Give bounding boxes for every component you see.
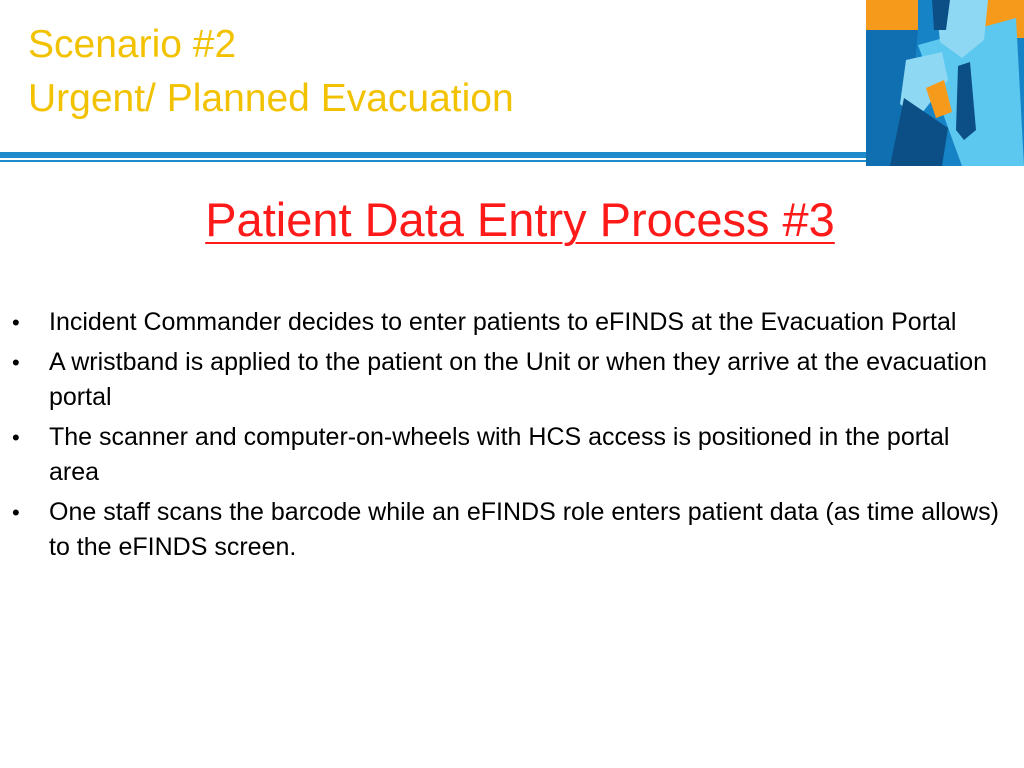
bullet-item — [0, 345, 1000, 415]
bullet-item — [0, 495, 1000, 565]
bullet-text: One staff scans the barcode while an eFINDS role enters patient data (as time allows) to the eFINDS screen. — [49, 498, 1000, 561]
bullet-text: The scanner and computer-on-wheels with HCS access is positioned in the portal area — [49, 423, 950, 486]
slide-subtitle: Patient Data Entry Process #3 — [205, 193, 835, 246]
bullet-item — [0, 305, 1000, 340]
header-rule-thin — [0, 160, 868, 162]
businessman-illustration — [866, 0, 1024, 166]
header-title-line-1: Scenario #2 — [28, 23, 237, 66]
header-title-line-2: Urgent/ Planned Evacuation — [28, 77, 514, 120]
bullet-item — [0, 420, 1000, 490]
bullet-list — [0, 305, 1000, 570]
bullet-text: A wristband is applied to the patient on the Unit or when they arrive at the evacuation portal — [49, 348, 988, 411]
bullet-dot-icon: • — [12, 425, 20, 450]
header-title — [28, 18, 514, 126]
bullet-dot-icon: • — [12, 310, 20, 335]
header-rule-thick — [0, 152, 868, 158]
bullet-dot-icon: • — [12, 350, 20, 375]
bullet-text: Incident Commander decides to enter patients to eFINDS at the Evacuation Portal — [49, 308, 957, 336]
bullet-dot-icon: • — [12, 500, 20, 525]
art-orange-panel-top — [866, 0, 918, 30]
